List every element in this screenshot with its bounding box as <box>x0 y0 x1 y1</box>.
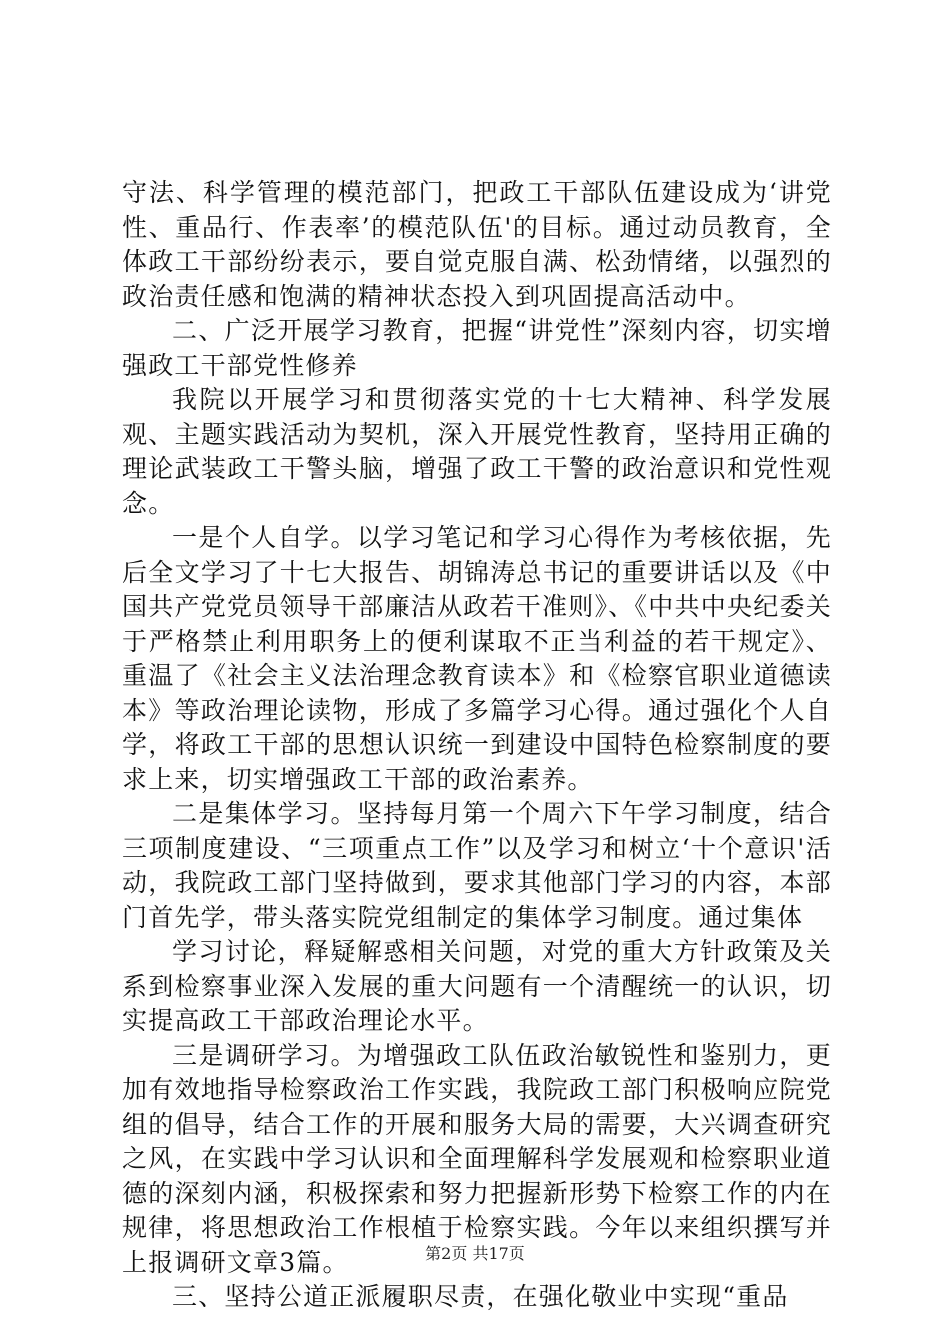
paragraph-group-study-continued: 学习讨论，释疑解惑相关问题，对党的重大方针政策及关系到检察事业深入发展的重大问题有一个清醒统一的认识，切实提高政工干部政治理论水平。 <box>122 937 832 1035</box>
document-body <box>122 176 832 1315</box>
paragraph-self-study: 一是个人自学。以学习笔记和学习心得作为考核依据，先后全文学习了十七大报告、胡锦涛总书记的重要讲话以及《中国共产党党员领导干部廉洁从政若干准则》、《中共中央纪委关于严格禁止利用职务上的便利谋取不正当利益的若干规定》、重温了《社会主义法治理念教育读本》和《检察官职业道德读本》等政治理论读物，形成了多篇学习心得。通过强化个人自学，将政工干部的思想认识统一到建设中国特色检察制度的要求上来，切实增强政工干部的政治素养。 <box>122 523 832 794</box>
paragraph-intro-continuation: 守法、科学管理的模范部门，把政工干部队伍建设成为‘讲党性、重品行、作表率’的模范队伍'的目标。通过动员教育，全体政工干部纷纷表示，要自觉克服自满、松劲情绪，以强烈的政治责任感和饱满的精神状态投入到巩固提高活动中。 <box>122 178 832 311</box>
paragraph-party-education: 我院以开展学习和贯彻落实党的十七大精神、科学发展观、主题实践活动为契机，深入开展党性教育，坚持用正确的理论武装政工干警头脑，增强了政工干警的政治意识和党性观念。 <box>122 385 832 518</box>
section-heading-three: 三、坚持公道正派履职尽责，在强化敬业中实现“重品 <box>172 1282 789 1311</box>
paragraph-group-study: 二是集体学习。坚持每月第一个周六下午学习制度，结合三项制度建设、“三项重点工作”以及学习和树立‘十个意识'活动，我院政工部门坚持做到，要求其他部门学习的内容，本部门首先学，带头落实院党组制定的集体学习制度。通过集体 <box>122 799 832 932</box>
paragraph-research-study: 三是调研学习。为增强政工队伍政治敏锐性和鉴别力，更加有效地指导检察政治工作实践，我院政工部门积极响应院党组的倡导，结合工作的开展和服务大局的需要，大兴调查研究之风，在实践中学习认识和全面理解科学发展观和检察职业道德的深刻内涵，积极探索和努力把握新形势下检察工作的内在规律，将思想政治工作根植于检察实践。今年以来组织撰写并上报调研文章3篇。 <box>122 1040 832 1277</box>
section-heading-two: 二、广泛开展学习教育，把握“讲党性”深刻内容，切实增强政工干部党性修养 <box>122 316 832 380</box>
page-footer: 第2页 共17页 <box>425 1244 525 1263</box>
